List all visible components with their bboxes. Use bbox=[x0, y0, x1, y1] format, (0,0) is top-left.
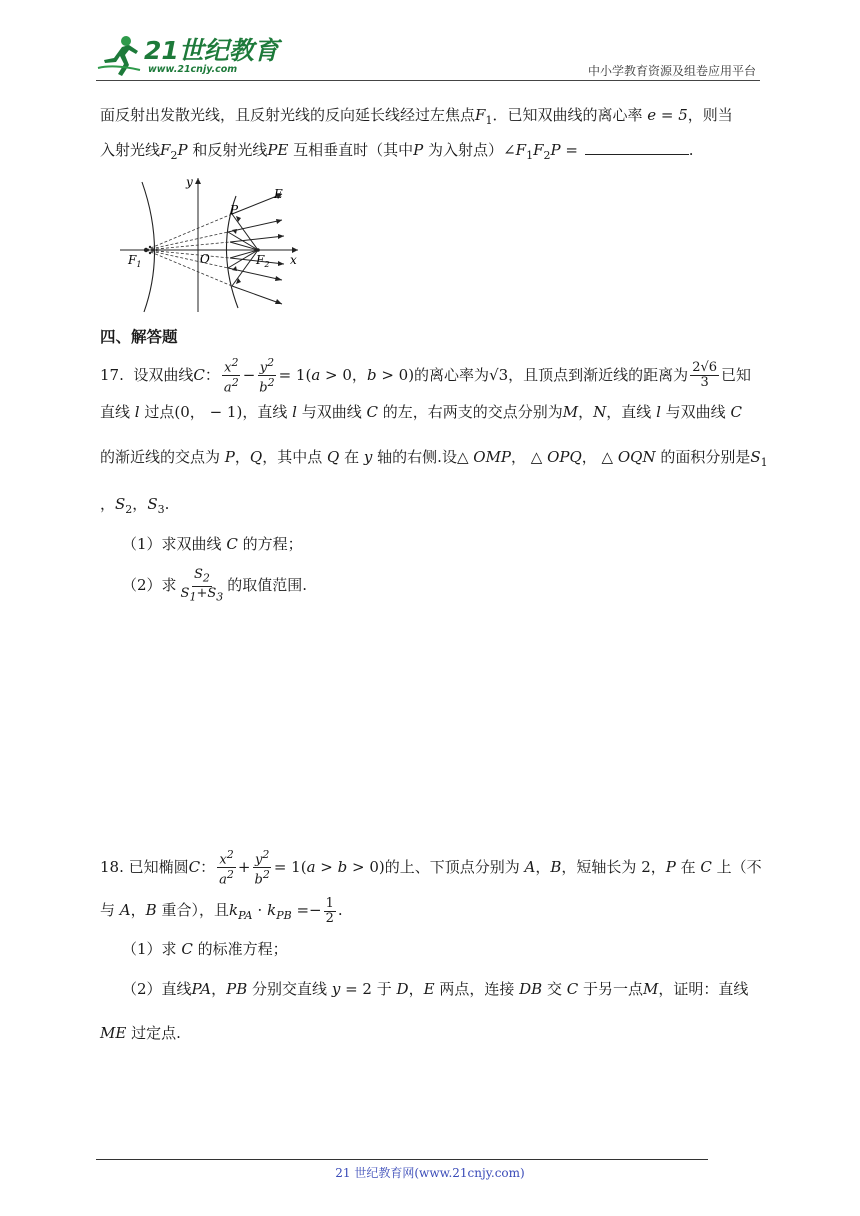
q17-text: 的面积分别是 bbox=[660, 448, 751, 466]
q18-line2: 与 A，B 重合），且$k_{PA} \cdot k_{PB}$ =− $\frac{1}{2}$ . bbox=[100, 895, 343, 926]
question-number: 18. bbox=[100, 857, 124, 876]
q18-sub2-text: 于 bbox=[376, 980, 392, 998]
q18-sub2-text: ，证明：直线 bbox=[658, 980, 749, 998]
q18-sub2-text: 分别交直线 bbox=[252, 980, 328, 998]
q17-text: 过点 bbox=[144, 403, 175, 421]
footer-link[interactable]: 21 世纪教育网(www.21cnjy.com) bbox=[335, 1166, 525, 1180]
q18-sub1: （1）求 C 的标准方程； bbox=[122, 940, 288, 958]
q17-sub1-text: 的方程； bbox=[242, 535, 303, 553]
q18-sub1-text: （1）求 bbox=[122, 940, 177, 958]
q18-sub2-text: 过定点. bbox=[131, 1024, 181, 1042]
q17-line2: 直线 l 过点(0， − 1)，直线 l 与双曲线 C 的左，右两支的交点分别为M，N，直线 l 与双曲线 C bbox=[100, 403, 742, 421]
q18-sub2-text: 于另一点 bbox=[583, 980, 644, 998]
platform-name: 中小学教育资源及组卷应用平台 bbox=[587, 64, 756, 78]
q17-text: 与双曲线 bbox=[301, 403, 362, 421]
q17-sub1: （1）求双曲线 C 的方程； bbox=[122, 535, 303, 553]
q17-text: ，直线 bbox=[242, 403, 288, 421]
section-title: 四、解答题 bbox=[100, 328, 178, 346]
q18-text: ，短轴长为 2， bbox=[561, 857, 666, 876]
q17-sub2: （2）求 $\frac{S_2}{S_1+S_3}$ 的取值范围. bbox=[122, 567, 308, 604]
logo-title: 21世纪教育 bbox=[144, 35, 279, 65]
q18-text: 重合），且 bbox=[161, 901, 229, 919]
q16-line2: 入射光线$F_2P$ 和反射光线PE 互相垂直时（其中P 为入射点）$\angle F_1F_2P$ = . bbox=[100, 141, 694, 162]
point-coords: (0， − 1) bbox=[174, 403, 243, 421]
q16-text: ．已知双曲线的离心率 bbox=[492, 106, 643, 124]
q18-sub2-line2: ME 过定点. bbox=[100, 1024, 181, 1042]
q18-text: 上（不 bbox=[716, 857, 762, 876]
x-axis-label: x bbox=[290, 253, 297, 267]
point-e-label: E bbox=[274, 187, 283, 201]
q16-line1: 面反射出发散光线，且反射光线的反向延长线经过左焦点$F_1$．已知双曲线的离心率 e = 5，则当 bbox=[100, 106, 733, 127]
q16-text: ，则当 bbox=[687, 106, 733, 124]
q17-sub1-text: （1）求双曲线 bbox=[122, 535, 222, 553]
hyperbola-figure bbox=[120, 174, 310, 314]
q17-line1: 17. 设双曲线C： $\frac{x^2}{a^2}$ − $\frac{y^2}{b^2}$ = 1(a > 0，b > 0)的离心率为√3，且顶点到渐近线的距离为 $\frac{2√6}{3}$ 已知 bbox=[100, 356, 752, 396]
q17-sub2-text: （2）求 bbox=[122, 576, 177, 595]
focus-f2-label: $F_2$ bbox=[256, 253, 270, 269]
q16-text: . bbox=[688, 141, 694, 159]
q16-text: 入射光线 bbox=[100, 141, 161, 159]
runner-logo-icon bbox=[96, 34, 142, 78]
q18-text: 在 bbox=[680, 857, 696, 876]
q16-text: 为入射点） bbox=[428, 141, 504, 159]
q16-text: 面反射出发散光线，且反射光线的反向延长线经过左焦点 bbox=[100, 106, 476, 124]
q17-text: 与双曲线 bbox=[665, 403, 726, 421]
point-p-label: P bbox=[230, 203, 239, 217]
logo-url: www.21cnjy.com bbox=[148, 63, 238, 75]
q18-sub2-text: 两点，连接 bbox=[439, 980, 515, 998]
q16-text: 互相垂直时（其中 bbox=[293, 141, 414, 159]
sqrt3: √3 bbox=[489, 365, 509, 384]
footer-divider bbox=[96, 1159, 708, 1160]
q17-text: 直线 bbox=[100, 403, 131, 421]
y-axis-label: y bbox=[186, 175, 193, 189]
q18-text: 与 bbox=[100, 901, 116, 919]
question-number: 17. bbox=[100, 365, 124, 384]
q18-sub1-text: 的标准方程； bbox=[197, 940, 288, 958]
q17-text: 设双曲线 bbox=[133, 365, 194, 384]
q17-text: 的离心率为 bbox=[414, 365, 490, 384]
answer-blank[interactable] bbox=[585, 140, 689, 155]
q17-text: ，其中点 bbox=[262, 448, 323, 466]
logo bbox=[96, 32, 279, 80]
q17-text: 的渐近线的交点为 bbox=[100, 448, 221, 466]
q17-line3: 的渐近线的交点为 P，Q，其中点 Q 在 y 轴的右侧.设△ OMP， △ OPQ， △ OQN 的面积分别是$S_1$ bbox=[100, 448, 768, 469]
q17-text: 在 bbox=[344, 448, 360, 466]
q18-text: 的上、下顶点分别为 bbox=[384, 857, 520, 876]
header-divider bbox=[96, 80, 760, 81]
q18-line1: 18. 已知椭圆C： $\frac{x^2}{a^2}$ + $\frac{y^2}{b^2}$ = 1(a > b > 0)的上、下顶点分别为 A，B，短轴长为 2，P 在 C 上（不 bbox=[100, 848, 762, 888]
page-header bbox=[96, 32, 760, 80]
q17-text: 轴的右侧.设 bbox=[377, 448, 457, 466]
q17-text: ，且顶点到渐近线的距离为 bbox=[508, 365, 689, 384]
q17-line4: ，$S_2$，$S_3$. bbox=[100, 495, 170, 516]
eccentricity-eq: e = 5 bbox=[647, 106, 688, 124]
q18-sub2-text: （2）直线 bbox=[122, 980, 192, 998]
origin-label: O bbox=[200, 252, 210, 266]
q18-sub2-text: 交 bbox=[546, 980, 562, 998]
focus-f1-label: $F_1$ bbox=[128, 253, 142, 269]
q17-text: ，直线 bbox=[606, 403, 652, 421]
q17-text: 的左，右两支的交点分别为 bbox=[382, 403, 563, 421]
q18-text: 已知椭圆 bbox=[128, 857, 189, 876]
q17-sub2-text: 的取值范围. bbox=[227, 576, 308, 595]
q16-text: 和反射光线 bbox=[192, 141, 268, 159]
q17-text: 已知 bbox=[721, 365, 752, 384]
q18-sub2: （2）直线PA，PB 分别交直线 y = 2 于 D，E 两点，连接 DB 交 C 于另一点M，证明：直线 bbox=[122, 980, 749, 998]
